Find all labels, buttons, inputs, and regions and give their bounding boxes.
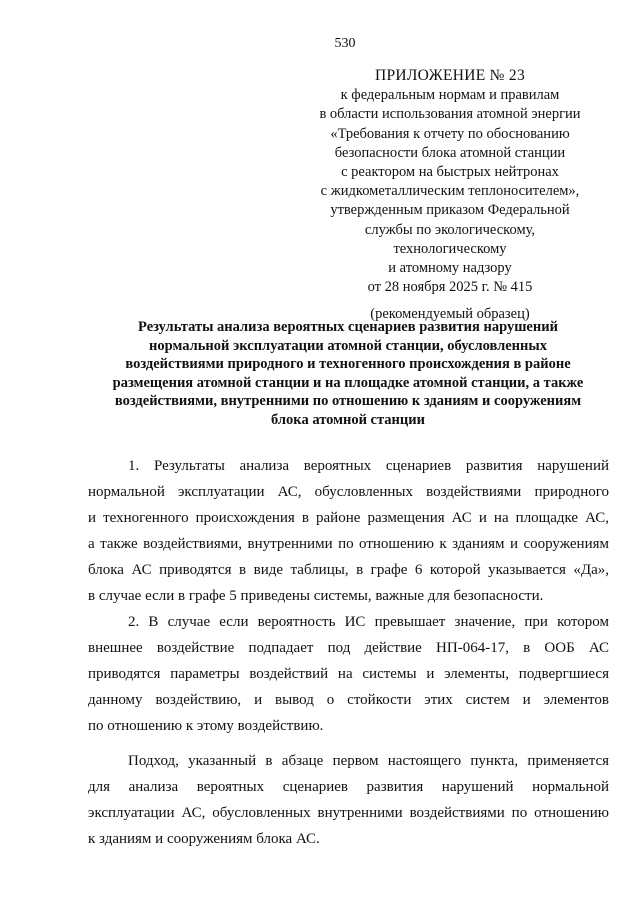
sample-note: (рекомендуемый образец) <box>370 306 530 323</box>
paragraph-1 <box>88 453 609 609</box>
appendix-line: безопасности блока атомной станции <box>334 144 566 161</box>
appendix-line: с реактором на быстрых нейтронах <box>341 164 559 181</box>
document-title <box>88 318 608 429</box>
appendix-line: с жидкометаллическим теплоносителем», <box>320 183 580 200</box>
paragraph-line: к зданиям и сооружениям блока АС. <box>88 831 320 847</box>
title-line: воздействиями, внутренними по отношению к зданиям и сооружениям <box>114 393 582 409</box>
paragraph-3 <box>88 748 609 852</box>
paragraph-line: данному воздействию, и вывод о стойкости этих систем и элементов <box>88 692 609 708</box>
appendix-title: ПРИЛОЖЕНИЕ № 23 <box>374 67 526 84</box>
paragraph-line: по отношению к этому воздействию. <box>88 718 324 734</box>
page-number: 530 <box>334 36 356 51</box>
appendix-line: и атомному надзору <box>388 260 512 277</box>
paragraph-line: а также воздействиями, внутренними по отношению к зданиям и сооружениям <box>88 536 609 552</box>
paragraph-line: нормальной эксплуатации АС, обусловленных воздействиями природного <box>88 484 609 500</box>
paragraph-line: блока АС приводятся в виде таблицы, в графе 6 которой указывается «Да», <box>88 562 609 578</box>
appendix-line: «Требования к отчету по обоснованию <box>330 125 570 142</box>
appendix-line: в области использования атомной энергии <box>319 106 581 123</box>
paragraph-line: для анализа вероятных сценариев развития нарушений нормальной <box>88 779 609 795</box>
document-body <box>88 453 609 852</box>
appendix-line: службы по экологическому, <box>364 221 536 238</box>
paragraph-line: 2. В случае если вероятность ИС превышает значение, при котором <box>128 614 609 630</box>
title-line: блока атомной станции <box>271 411 425 428</box>
appendix-line: технологическому <box>393 240 507 257</box>
paragraph-line: внешнее воздействие подпадает под действие НП-064-17, в ООБ АС <box>88 640 609 656</box>
title-line: нормальной эксплуатации атомной станции, обусловленных <box>149 337 547 354</box>
paragraph-2 <box>88 609 609 739</box>
title-line: воздействиями природного и техногенного происхождения в районе <box>125 356 571 372</box>
paragraph-line: Подход, указанный в абзаце первом настоящего пункта, применяется <box>128 753 609 769</box>
title-line: Результаты анализа вероятных сценариев развития нарушений <box>138 319 558 335</box>
appendix-line: утвержденным приказом Федеральной <box>330 202 570 219</box>
appendix-header <box>300 66 600 325</box>
appendix-line: от 28 ноября 2025 г. № 415 <box>367 279 533 296</box>
paragraph-line: эксплуатации АС, обусловленных внутренними воздействиями по отношению <box>88 805 609 821</box>
paragraph-line: и техногенного происхождения в районе размещения АС и на площадке АС, <box>88 510 609 526</box>
paragraph-line: приводятся параметры воздействий на системы и элементы, подвергшиеся <box>88 666 609 682</box>
title-line: размещения атомной станции и на площадке атомной станции, а также <box>112 374 584 391</box>
appendix-line: к федеральным нормам и правилам <box>340 87 560 104</box>
paragraph-line: 1. Результаты анализа вероятных сценариев развития нарушений <box>128 458 609 474</box>
paragraph-line: в случае если в графе 5 приведены системы, важные для безопасности. <box>88 588 544 604</box>
